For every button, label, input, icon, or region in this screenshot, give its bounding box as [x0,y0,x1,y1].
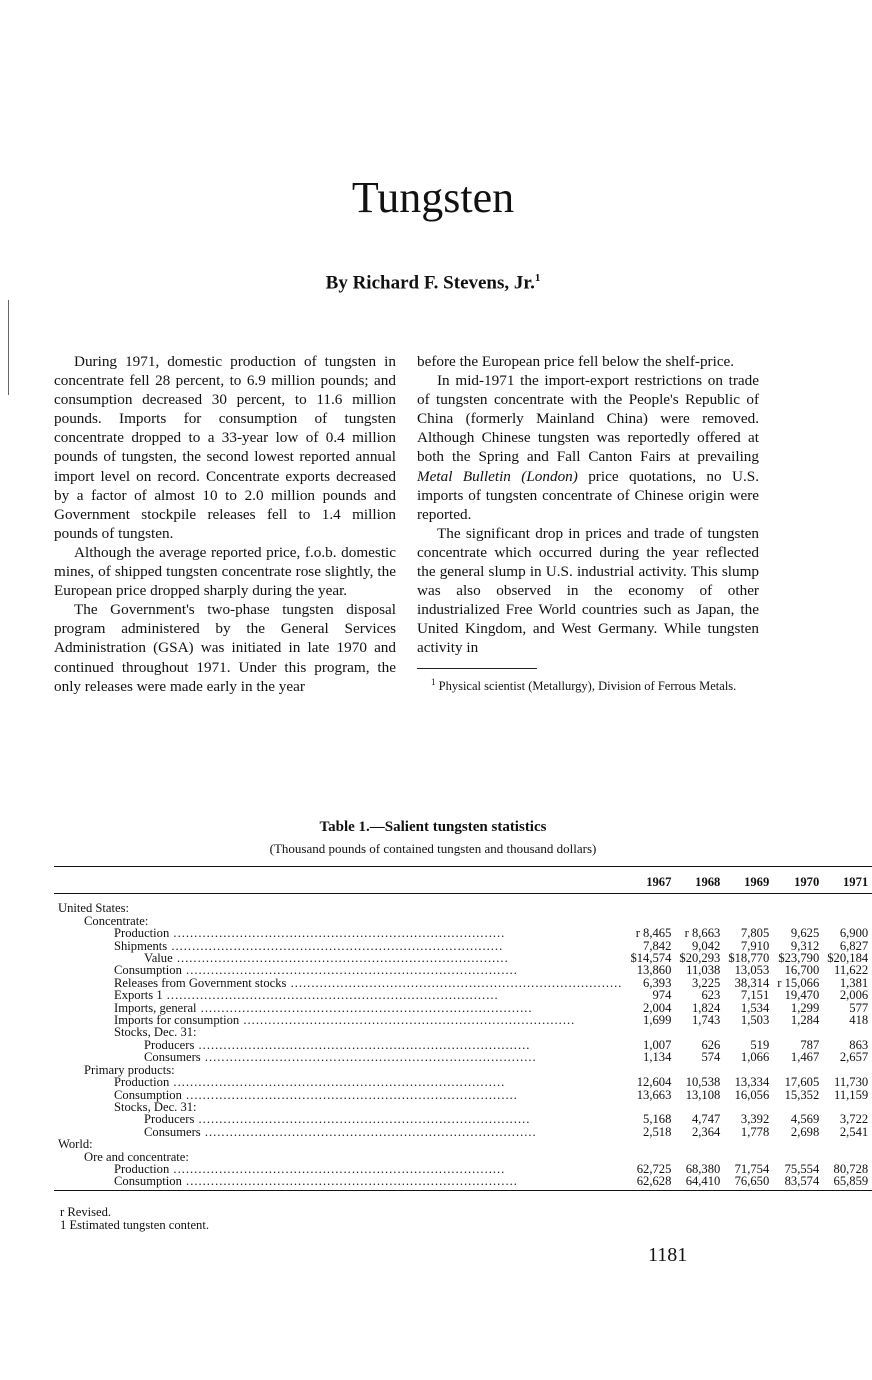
left-paragraph-2: Although the average reported price, f.o.b. domestic mines, of shipped tungsten concentrate rose slightly, the European price dropped sharply during the year. [54,543,396,600]
table-row [54,989,872,1001]
table-header-row [54,867,872,894]
table-cell: 6,393 [643,975,672,990]
table-cell: 3,225 [691,975,721,990]
table-notes [60,1206,209,1232]
table-cell: 1,299 [790,1000,820,1015]
table-cell: 1,824 [691,1000,721,1015]
row-label: Releases from Government stocks ..... [54,977,626,989]
table-row [54,1026,872,1038]
right-paragraph-2-end: price quotations, no U.S. imports of tungsten concentrate of Chinese origin were reported. [417,467,760,523]
table-cell: 863 [849,1037,869,1052]
table-cell [823,1026,872,1038]
table-cell [823,1138,872,1150]
table-row [54,1051,872,1063]
table-cell: 3,392 [740,1112,770,1127]
table-cell: 2,364 [691,1124,721,1139]
table-cell: 2,006 [839,988,869,1003]
left-paragraph-3: The Government's two-phase tungsten disposal program administered by the General Services Administration (GSA) was initiated in late 1970 and continued throughout 1971. Under this program, the only releases were made early in the year [54,601,396,695]
table-cell: 6,900 [839,926,869,941]
table-cell: 12,604 [636,1075,672,1090]
table-cell: 2,657 [839,1050,869,1065]
year-header: 1971 [823,867,872,894]
table-cell: 71,754 [734,1161,770,1176]
table-cell: $14,574 [630,951,672,966]
table-cell: 38,314 [734,975,770,990]
row-label: Imports, general ..... [54,1002,626,1014]
table-note: 1 Estimated tungsten content. [60,1218,209,1232]
row-label: United States: [58,901,130,916]
footnote-text: Physical scientist (Metallurgy), Division of Ferrous Metals. [435,678,737,693]
table-note: r Revised. [60,1205,112,1219]
table-cell: 19,470 [784,988,820,1003]
year-header: 1969 [724,867,773,894]
right-paragraph-2 [417,371,759,524]
row-label: World: [58,1137,93,1152]
table-cell: 1,066 [740,1050,770,1065]
footnote [417,675,759,693]
table-cell: 6,827 [839,938,869,953]
table-cell: 65,859 [823,1175,872,1190]
row-label: Consumption ..... [54,964,626,976]
table-cell: 68,380 [685,1161,721,1176]
table-cell: 62,628 [626,1175,675,1190]
table-cell [773,894,823,915]
table-body [54,894,872,1190]
scan-margin-line [8,300,9,395]
table-cell: $18,770 [728,951,770,966]
table-cell [675,1138,724,1150]
row-label: Stocks, Dec. 31: [114,1099,197,1114]
table-cell [773,1138,823,1150]
table-row [54,1113,872,1125]
row-label: Stocks, Dec. 31: [114,1025,197,1040]
table-cell: 76,650 [724,1175,773,1190]
table-cell: 5,168 [643,1112,672,1127]
row-label: Concentrate: [84,913,149,928]
left-column [54,352,396,696]
table-cell: 64,410 [675,1175,724,1190]
author-footnote-mark: 1 [534,272,541,284]
salient-statistics-table [54,866,872,1191]
table-cell [823,894,872,915]
table-cell: $23,790 [778,951,820,966]
year-header: 1970 [773,867,823,894]
table-cell: 1,503 [740,1013,770,1028]
footnote-rule [417,668,537,669]
table-cell: 2,698 [790,1124,820,1139]
table-cell: 11,038 [686,963,721,978]
table-cell [626,1138,675,1150]
table-cell: 7,910 [740,938,770,953]
table-row [54,964,872,976]
table-cell: 80,728 [833,1161,869,1176]
row-label: Consumption ..... [54,1089,626,1101]
table-cell: 9,042 [691,938,721,953]
footnote-mark: 1 [431,676,436,687]
table-cell: 1,743 [691,1013,721,1028]
row-label: Producers ..... [54,1113,626,1125]
table-cell [724,894,773,915]
table-cell [675,1026,724,1038]
table-cell [724,1138,773,1150]
table-cell: 7,805 [740,926,770,941]
table-cell: 1,134 [643,1050,672,1065]
table-cell: 13,334 [734,1075,770,1090]
table-cell: 1,007 [643,1037,672,1052]
page-title: Tungsten [351,173,515,222]
table-cell: 9,625 [790,926,820,941]
row-label: Ore and concentrate: [84,1149,189,1164]
right-paragraph-2-start: In mid-1971 the import-export restrictions on trade of tungsten concentrate with the People's Republic of China (formerly Mainland China) were removed. Although Chinese tungsten was reportedly offered at both the Spring and Fall Canton Fairs at prevailing [417,372,759,466]
table-cell: 11,730 [834,1075,869,1090]
table-row [54,1138,872,1150]
table-cell: 15,352 [784,1087,820,1102]
table-cell: 10,538 [685,1075,721,1090]
left-paragraph-1: During 1971, domestic production of tungsten in concentrate fell 28 percent, to 6.9 million pounds; and consumption decreased 30 percent, to 11.6 million pounds. Imports for consumption of tungsten concentrate dropped to a 33-year low of 0.4 million pounds of tungsten, the second lowest reported annual import level on record. Concentrate exports decreased by a factor of almost 10 to 2.0 million pounds and Government stockpile releases fell to 1.4 million pounds of tungsten. [54,353,396,542]
table-cell: 623 [701,988,721,1003]
table-cell [626,1026,675,1038]
year-header: 1968 [675,867,724,894]
table-cell: 17,605 [784,1075,820,1090]
row-label: Shipments ..... [54,940,626,952]
table-cell [773,1026,823,1038]
right-paragraph-3: The significant drop in prices and trade of tungsten concentrate which occurred during the year reflected the general slump in U.S. industrial activity. This slump was also observed in the economy of other industrialized Free World countries such as Japan, the United Kingdom, and West Germany. While tungsten activity in [417,524,759,657]
table-cell: 1,284 [790,1013,820,1028]
table-cell: 13,663 [636,1087,672,1102]
table-row [54,1126,872,1138]
row-label: Exports 1 ..... [54,989,626,1001]
table-cell [626,894,675,915]
table-cell: 418 [849,1013,869,1028]
table-row [54,1175,872,1190]
right-paragraph-1: before the European price fell below the shelf-price. [417,353,735,370]
table-cell: 2,518 [643,1124,672,1139]
table-cell: 519 [750,1037,770,1052]
table-cell: $20,293 [679,951,721,966]
table-cell: 1,467 [790,1050,820,1065]
page-number: 1181 [648,1244,688,1266]
table-cell: 7,842 [643,938,672,953]
table-cell: 4,569 [790,1112,820,1127]
row-label: Producers ..... [54,1039,626,1051]
row-label: Production ..... [54,1076,626,1088]
table-cell: 16,700 [784,963,820,978]
table-cell: 1,699 [643,1013,672,1028]
table-cell: 13,860 [636,963,672,978]
table-cell: 13,108 [685,1087,721,1102]
table-cell: 3,722 [839,1112,869,1127]
table-cell: 2,004 [643,1000,672,1015]
table-cell: 7,151 [740,988,770,1003]
table-cell: 9,312 [790,938,820,953]
table-row [54,1076,872,1088]
right-column [417,352,759,693]
row-label: Consumers ..... [54,1051,626,1063]
table-cell: 11,159 [834,1087,869,1102]
row-label: Primary products: [84,1062,175,1077]
table-title: Table 1.—Salient tungsten statistics [319,819,547,835]
table-subtitle: (Thousand pounds of contained tungsten and thousand dollars) [269,841,597,856]
table-cell: 62,725 [636,1161,672,1176]
table-cell: 75,554 [784,1161,820,1176]
row-label: Imports for consumption ..... [54,1014,626,1026]
table-cell: 577 [849,1000,869,1015]
table-row [54,894,872,915]
table-row [54,927,872,939]
table-cell: r 8,465 [635,926,672,941]
table-cell: r 8,663 [684,926,721,941]
row-label: Production ..... [54,1163,626,1175]
table-cell: 16,056 [734,1087,770,1102]
table-cell: 1,778 [740,1124,770,1139]
table-cell: 11,622 [834,963,869,978]
table-cell: 626 [701,1037,721,1052]
row-label: Consumers ..... [54,1126,626,1138]
year-header: 1967 [626,867,675,894]
author-byline [0,272,866,294]
table-cell: 4,747 [691,1112,721,1127]
table-cell: 1,534 [740,1000,770,1015]
header-label-cell [54,867,626,894]
row-label: Value ..... [54,952,626,964]
author-name: By Richard F. Stevens, Jr. [325,272,535,294]
table-cell: 83,574 [773,1175,823,1190]
row-label: Consumption ..... [54,1175,626,1190]
row-label: Production ..... [54,927,626,939]
table-cell: $20,184 [827,951,869,966]
table-cell [675,894,724,915]
table-cell: 974 [652,988,672,1003]
table-cell: 1,381 [839,975,869,990]
table-cell: r 15,066 [777,975,820,990]
table-cell [724,1026,773,1038]
table-cell: 2,541 [839,1124,869,1139]
table-cell: 787 [800,1037,820,1052]
metal-bulletin-citation: Metal Bulletin (London) [417,467,578,485]
table-cell: 574 [701,1050,721,1065]
table-cell: 13,053 [734,963,770,978]
